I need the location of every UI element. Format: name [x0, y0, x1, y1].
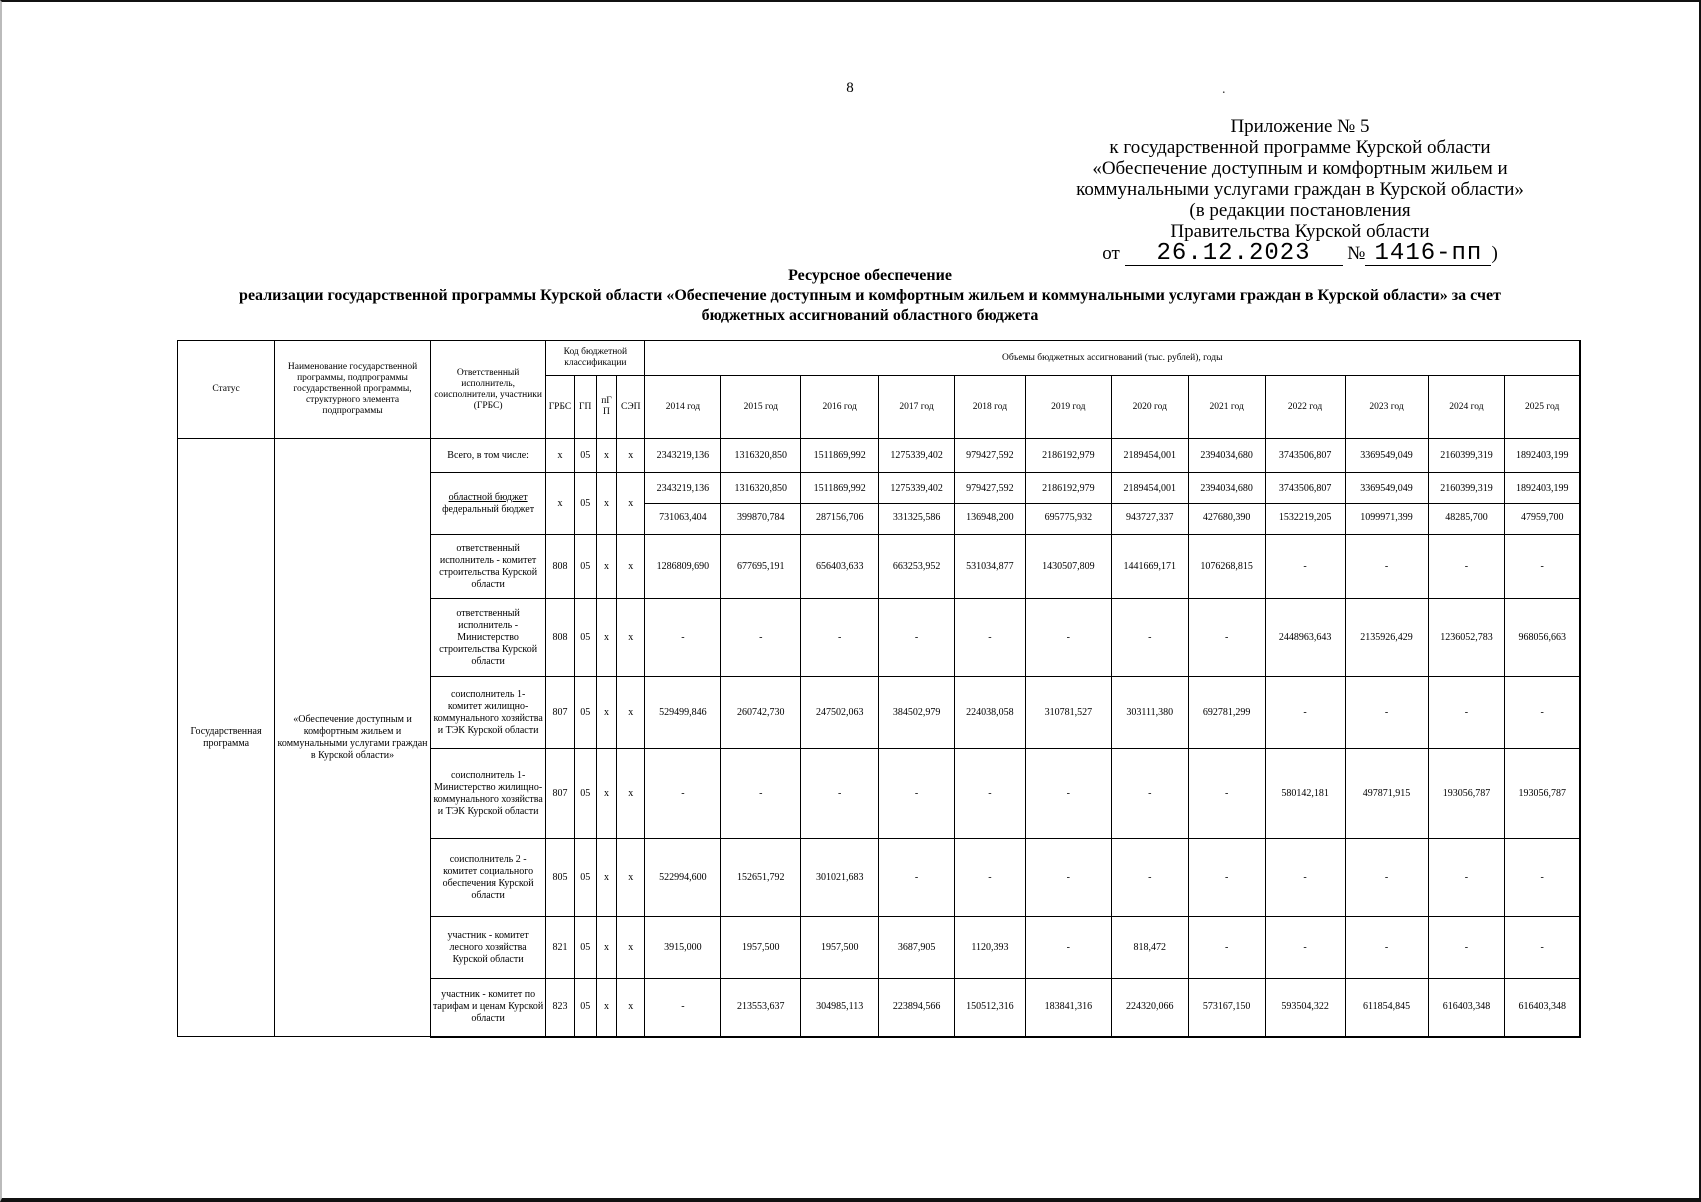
header-code: ГРБС [546, 376, 574, 439]
value-cell: 692781,299 [1188, 677, 1265, 749]
page-number: 8 [846, 80, 854, 96]
value-cell: 1316320,850 [721, 439, 801, 473]
value-cell: - [721, 749, 801, 839]
value-federal: 136948,200 [966, 512, 1014, 523]
executor-cell: соисполнитель 1- комитет жилищно-коммунального хозяйства и ТЭК Курской области [430, 677, 545, 749]
value-cell: - [1505, 917, 1580, 979]
value-cell: 522994,600 [645, 839, 721, 917]
value-cell: - [879, 599, 955, 677]
value-cell: - [1111, 839, 1188, 917]
value-regional: 2394034,680 [1189, 475, 1265, 504]
value-federal: 287156,706 [815, 512, 864, 523]
value-cell [1025, 473, 1111, 535]
value-cell: - [1188, 599, 1265, 677]
value-cell: 304985,113 [801, 979, 879, 1037]
value-cell: 260742,730 [721, 677, 801, 749]
value-regional: 1892403,199 [1505, 475, 1579, 504]
value-federal: 731063,404 [659, 512, 707, 523]
value-cell: 303111,380 [1111, 677, 1188, 749]
code-cell: 807 [546, 677, 574, 749]
executor-cell: соисполнитель 2 - комитет социального обеспечения Курской области [430, 839, 545, 917]
value-cell: 1120,393 [955, 917, 1026, 979]
value-cell: 2448963,643 [1265, 599, 1345, 677]
number-label: № [1347, 243, 1366, 264]
value-cell: - [879, 749, 955, 839]
header-code: СЭП [617, 376, 645, 439]
value-cell: 301021,683 [801, 839, 879, 917]
decree-date: 26.12.2023 [1125, 243, 1343, 266]
code-cell: 05 [574, 599, 596, 677]
value-cell: 497871,915 [1345, 749, 1428, 839]
value-cell: - [1505, 839, 1580, 917]
executor-cell: участник - комитет лесного хозяйства Курской области [430, 917, 545, 979]
header-year: 2019 год [1025, 376, 1111, 439]
code-cell: 823 [546, 979, 574, 1037]
value-cell: 183841,316 [1025, 979, 1111, 1037]
code-cell: х [596, 535, 616, 599]
appendix-line: Правительства Курской области [1170, 221, 1430, 242]
value-regional: 1275339,402 [879, 475, 954, 504]
value-cell: 150512,316 [955, 979, 1026, 1037]
value-cell: 529499,846 [645, 677, 721, 749]
header-year: 2022 год [1265, 376, 1345, 439]
value-cell: 2135926,429 [1345, 599, 1428, 677]
code-cell: 805 [546, 839, 574, 917]
program-name-cell: «Обеспечение доступным и комфортным жильем и коммунальными услугами граждан в Курской области» [275, 439, 431, 1037]
value-cell: 3915,000 [645, 917, 721, 979]
appendix-line: к государственной программе Курской области [1109, 137, 1491, 158]
value-cell: 1275339,402 [879, 439, 955, 473]
code-cell: х [596, 839, 616, 917]
value-cell: 1441669,171 [1111, 535, 1188, 599]
value-cell: 677695,191 [721, 535, 801, 599]
value-federal: 1532219,205 [1278, 512, 1332, 523]
value-cell: - [1265, 535, 1345, 599]
value-federal: 48285,700 [1445, 512, 1488, 523]
value-cell: - [1265, 917, 1345, 979]
value-cell: 152651,792 [721, 839, 801, 917]
value-cell: - [1345, 535, 1428, 599]
code-cell: х [617, 749, 645, 839]
value-regional: 979427,592 [955, 475, 1025, 504]
executor-cell: участник - комитет по тарифам и ценам Курской области [430, 979, 545, 1037]
value-regional: 3743506,807 [1266, 475, 1345, 504]
header-volume-group: Объемы бюджетных ассигнований (тыс. рублей), годы [645, 341, 1580, 376]
value-cell [1265, 473, 1345, 535]
code-cell: х [617, 677, 645, 749]
value-regional: 2186192,979 [1026, 475, 1111, 504]
header-code: пГП [596, 376, 616, 439]
executor-cell: Всего, в том числе: [430, 439, 545, 473]
value-regional: 2343219,136 [645, 475, 720, 504]
value-cell: 213553,637 [721, 979, 801, 1037]
page-mark: . [1222, 82, 1226, 97]
resource-table [177, 340, 1581, 1038]
code-cell: 05 [574, 677, 596, 749]
header-year: 2014 год [645, 376, 721, 439]
code-cell: 05 [574, 917, 596, 979]
value-cell: 1957,500 [801, 917, 879, 979]
header-year: 2025 год [1505, 376, 1580, 439]
value-cell [879, 473, 955, 535]
value-cell: - [801, 749, 879, 839]
value-regional: 1511869,992 [801, 475, 878, 504]
from-label: от [1102, 243, 1120, 264]
executor-cell: ответственный исполнитель - Министерство строительства Курской области [430, 599, 545, 677]
value-federal: 47959,700 [1520, 512, 1564, 523]
code-cell: 05 [574, 839, 596, 917]
value-cell: - [1428, 839, 1505, 917]
value-cell: 384502,979 [879, 677, 955, 749]
value-cell: - [1188, 749, 1265, 839]
value-cell: - [1111, 749, 1188, 839]
code-cell: х [617, 599, 645, 677]
value-cell: - [801, 599, 879, 677]
code-cell: х [546, 473, 574, 535]
value-cell [955, 473, 1026, 535]
value-cell: 1286809,690 [645, 535, 721, 599]
heading-subtitle: реализации государственной программы Курской области «Обеспечение доступным и комфортным жильем и коммунальными услугами граждан в Курской области» за счет [239, 287, 1501, 304]
value-cell: - [1345, 917, 1428, 979]
header-executor: Ответственный исполнитель, соисполнители, участники (ГРБС) [430, 341, 545, 439]
value-cell: 616403,348 [1428, 979, 1505, 1037]
value-cell: 968056,663 [1505, 599, 1580, 677]
header-year: 2016 год [801, 376, 879, 439]
header-code: ГП [574, 376, 596, 439]
code-cell: х [617, 979, 645, 1037]
value-cell: 2343219,136 [645, 439, 721, 473]
appendix-line: «Обеспечение доступным и комфортным жильем и [1092, 158, 1508, 179]
value-cell: 1430507,809 [1025, 535, 1111, 599]
value-cell [801, 473, 879, 535]
value-federal: 427680,390 [1202, 512, 1251, 523]
value-cell: - [1505, 677, 1580, 749]
value-federal: 943727,337 [1126, 512, 1174, 523]
value-cell: 1076268,815 [1188, 535, 1265, 599]
code-cell: 05 [574, 535, 596, 599]
value-cell: 3687,905 [879, 917, 955, 979]
code-cell: х [617, 839, 645, 917]
appendix-line: (в редакции постановления [1189, 200, 1411, 221]
value-cell: - [955, 749, 1026, 839]
code-cell: х [617, 439, 645, 473]
table-body [178, 439, 1581, 1037]
value-cell [1428, 473, 1505, 535]
executor-top: областной бюджет [448, 491, 528, 503]
value-cell: - [879, 839, 955, 917]
value-cell: - [1265, 677, 1345, 749]
value-cell: - [645, 979, 721, 1037]
code-cell: х [596, 677, 616, 749]
value-cell: 1957,500 [721, 917, 801, 979]
code-cell: х [596, 473, 616, 535]
value-cell: - [1428, 677, 1505, 749]
appendix-block [1030, 116, 1570, 266]
code-cell: 05 [574, 979, 596, 1037]
value-cell: 2186192,979 [1025, 439, 1111, 473]
value-cell: 2160399,319 [1428, 439, 1505, 473]
value-cell: - [955, 839, 1026, 917]
value-cell: 247502,063 [801, 677, 879, 749]
value-cell [1188, 473, 1265, 535]
header-status: Статус [178, 341, 275, 439]
value-cell: - [721, 599, 801, 677]
value-cell: - [1025, 917, 1111, 979]
value-cell: - [645, 599, 721, 677]
code-cell: 05 [574, 473, 596, 535]
header-year: 2023 год [1345, 376, 1428, 439]
value-cell: 979427,592 [955, 439, 1026, 473]
status-cell: Государственная программа [178, 439, 275, 1037]
value-cell: 593504,322 [1265, 979, 1345, 1037]
heading-subtitle-end: бюджетных ассигнований областного бюджета [701, 307, 1039, 324]
value-cell [645, 473, 721, 535]
code-cell: х [546, 439, 574, 473]
value-cell: - [1505, 535, 1580, 599]
code-cell: х [596, 979, 616, 1037]
code-cell: х [617, 473, 645, 535]
code-cell: х [617, 535, 645, 599]
value-cell: - [1265, 839, 1345, 917]
value-cell: - [645, 749, 721, 839]
header-year: 2021 год [1188, 376, 1265, 439]
value-cell [1345, 473, 1428, 535]
value-cell: 193056,787 [1505, 749, 1580, 839]
value-cell: 580142,181 [1265, 749, 1345, 839]
document-heading [170, 266, 1570, 326]
code-cell: х [617, 917, 645, 979]
appendix-line: Приложение № 5 [1230, 116, 1370, 137]
value-cell: 3369549,049 [1345, 439, 1428, 473]
value-cell: - [1428, 917, 1505, 979]
value-cell: - [1428, 535, 1505, 599]
value-federal: 695775,932 [1044, 512, 1093, 523]
value-regional: 1316320,850 [721, 475, 800, 504]
value-cell: - [1111, 599, 1188, 677]
value-cell: 1892403,199 [1505, 439, 1580, 473]
value-cell: - [1025, 599, 1111, 677]
value-cell: 310781,527 [1025, 677, 1111, 749]
value-cell: - [1025, 749, 1111, 839]
value-cell: 193056,787 [1428, 749, 1505, 839]
value-cell: 1236052,783 [1428, 599, 1505, 677]
value-cell: - [1025, 839, 1111, 917]
value-cell: - [1188, 917, 1265, 979]
value-cell: 611854,845 [1345, 979, 1428, 1037]
value-cell: 616403,348 [1505, 979, 1580, 1037]
header-year: 2018 год [955, 376, 1026, 439]
value-cell: - [1345, 677, 1428, 749]
value-cell: 531034,877 [955, 535, 1026, 599]
header-year: 2024 год [1428, 376, 1505, 439]
value-cell: 1511869,992 [801, 439, 879, 473]
value-cell [1505, 473, 1580, 535]
code-cell: х [596, 439, 616, 473]
code-cell: х [596, 599, 616, 677]
heading-title: Ресурсное обеспечение [788, 267, 952, 284]
value-federal: 1099971,399 [1360, 512, 1413, 523]
header-code-group: Код бюджетной классификации [546, 341, 645, 376]
code-cell: 05 [574, 749, 596, 839]
code-cell: 05 [574, 439, 596, 473]
executor-cell: соисполнитель 1- Министерство жилищно-коммунального хозяйства и ТЭК Курской области [430, 749, 545, 839]
appendix-line: коммунальными услугами граждан в Курской области» [1076, 179, 1524, 200]
value-cell: - [1345, 839, 1428, 917]
value-cell: 663253,952 [879, 535, 955, 599]
value-cell [721, 473, 801, 535]
code-cell: 821 [546, 917, 574, 979]
executor-bottom: федеральный бюджет [442, 503, 535, 515]
value-cell: 223894,566 [879, 979, 955, 1037]
header-year: 2020 год [1111, 376, 1188, 439]
code-cell: 808 [546, 599, 574, 677]
header-name: Наименование государственной программы, подпрограммы государственной программы, структурного элемента подпрограммы [275, 341, 431, 439]
value-cell: 3743506,807 [1265, 439, 1345, 473]
header-year: 2015 год [721, 376, 801, 439]
executor-cell [430, 473, 545, 535]
value-cell: - [1188, 839, 1265, 917]
value-regional: 3369549,049 [1346, 475, 1428, 504]
code-cell: х [596, 749, 616, 839]
code-cell: 807 [546, 749, 574, 839]
table-row [178, 439, 1581, 473]
value-cell: 818,472 [1111, 917, 1188, 979]
decree-number: 1416-пп [1365, 243, 1491, 266]
value-cell: 2189454,001 [1111, 439, 1188, 473]
value-federal: 331325,586 [892, 512, 941, 523]
code-cell: х [596, 917, 616, 979]
value-regional: 2189454,001 [1112, 475, 1188, 504]
code-cell: 808 [546, 535, 574, 599]
value-cell: 2394034,680 [1188, 439, 1265, 473]
value-cell [1111, 473, 1188, 535]
header-year: 2017 год [879, 376, 955, 439]
value-cell: 224038,058 [955, 677, 1026, 749]
value-cell: 224320,066 [1111, 979, 1188, 1037]
value-federal: 399870,784 [737, 512, 785, 523]
value-cell: 656403,633 [801, 535, 879, 599]
executor-cell: ответственный исполнитель - комитет строительства Курской области [430, 535, 545, 599]
closing-paren: ) [1491, 243, 1498, 264]
value-cell: - [955, 599, 1026, 677]
decree-line [1030, 240, 1570, 267]
value-regional: 2160399,319 [1429, 475, 1505, 504]
value-cell: 573167,150 [1188, 979, 1265, 1037]
